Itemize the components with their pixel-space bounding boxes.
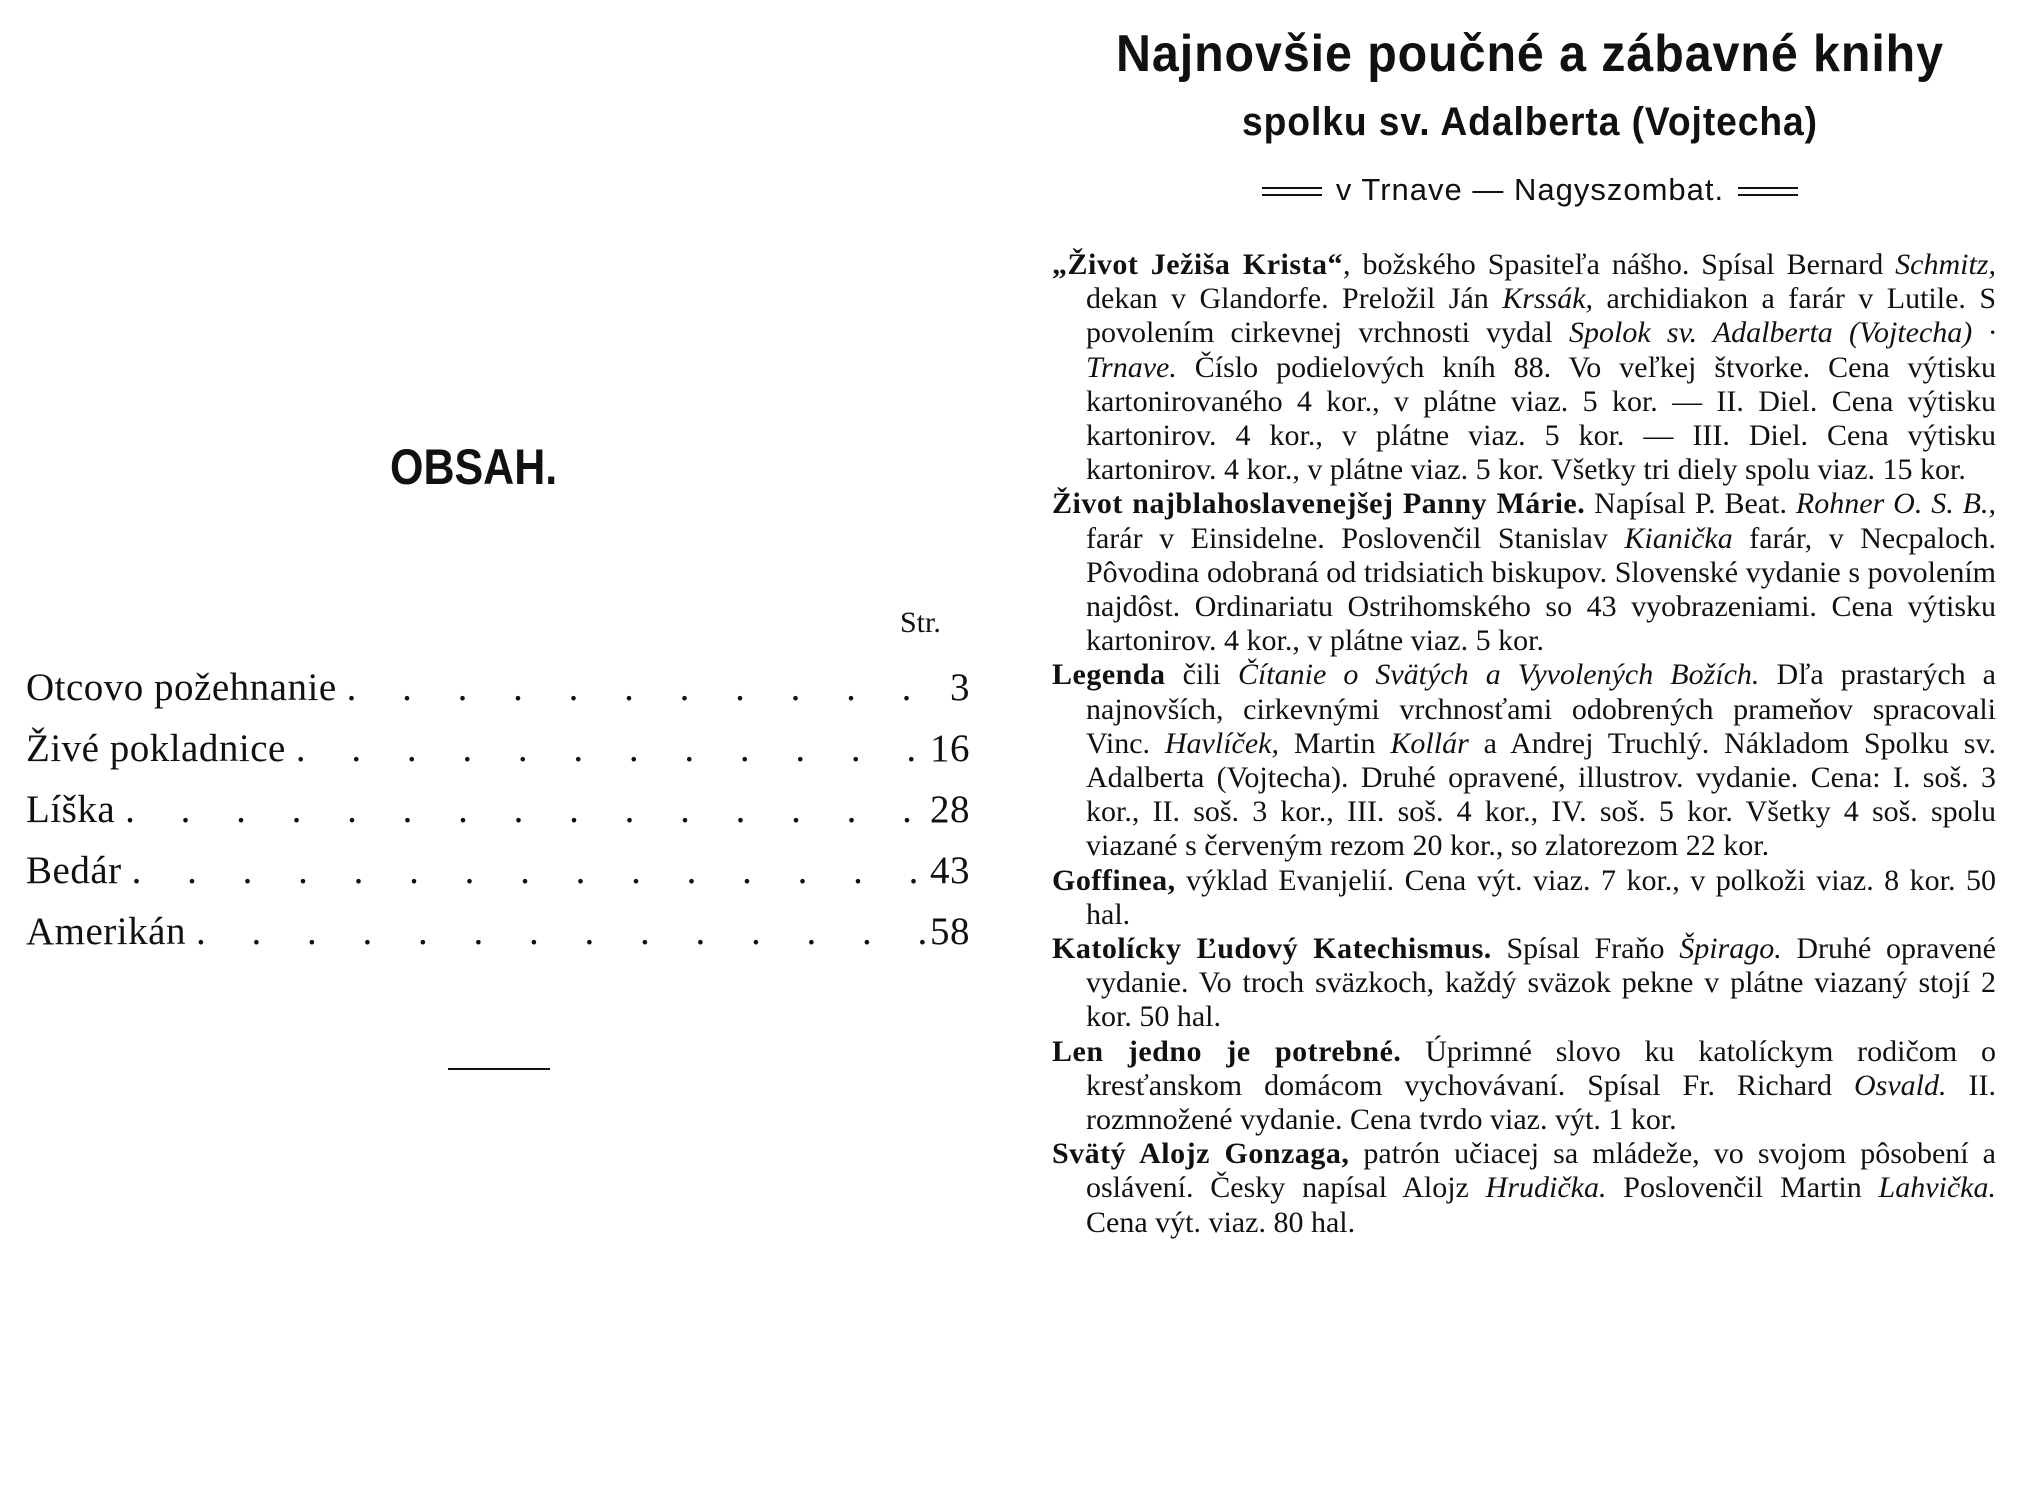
book-list xyxy=(1052,248,1996,1240)
toc-entry-page: 58 xyxy=(930,910,970,953)
toc-entry[interactable] xyxy=(26,726,970,787)
book-text: a Andrej Truchlý. Nákladom Spolku sv. Adalberta (Vojtecha). Druhé opravené, illustrov. vydanie. Cena: I. soš. 3 kor., II. soš. 3 kor., III. soš. 4 kor., IV. soš. 5 kor. Všetky 4 soš. spolu viazané s červeným rezom 20 kor., so zlatorezom 22 kor. xyxy=(1086,726,1997,863)
toc-entry-title: Živé pokladnice xyxy=(26,727,286,770)
book-title: „Život Ježiša Krista“ xyxy=(1052,248,1344,281)
book-text: farár, v Necpaloch. Pôvodina odobraná od tridsiatich biskupov. Slovenské vydanie s povolením najdôst. Ordinariatu Ostrihomského so 43 vyobrazeniami. Cena výtisku kartonirov. 4 kor., v plátne viaz. 5 kor. xyxy=(1086,521,1996,658)
book-text: , božského Spasiteľa nášho. Spísal Bernard xyxy=(1343,248,1896,281)
double-rule-left xyxy=(1262,187,1322,196)
book-text: Spísal Fraňo xyxy=(1491,932,1680,966)
book-text: archidiakon a farár v Lutile. S povolením cirkevnej vrchnosti vydal xyxy=(1086,282,1996,350)
book-entry xyxy=(1052,487,1996,658)
book-text: Číslo podielových kníh 88. Vo veľkej štvorke. Cena výtisku kartonirovaného 4 kor., v plátne viaz. 5 kor. — II. Diel. Cena výtisku kartonirov. 4 kor., v plátne viaz. 5 kor. — III. Diel. Cena výtisku kartonirov. 4 kor., v plátne viaz. 5 kor. Všetky tri diely spolu viaz. 15 kor. xyxy=(1086,350,1996,487)
book-text-italic: Špirago. xyxy=(1679,932,1782,966)
book-text: čili xyxy=(1165,658,1238,692)
book-text-italic: Čítanie o Svätých a Vyvolených Božích. xyxy=(1237,658,1760,692)
advert-heading: Najnovšie poučné a zábavné knihy xyxy=(1116,25,1944,83)
book-entry xyxy=(1052,932,1996,1035)
book-text-italic: Kollár xyxy=(1390,726,1469,760)
book-title: Katolícky Ľudový Katechismus. xyxy=(1052,932,1492,966)
toc-entry[interactable] xyxy=(26,787,970,848)
toc-entry-page: 43 xyxy=(930,849,970,892)
closing-rule xyxy=(448,1068,550,1070)
book-text-italic: Schmitz, xyxy=(1895,248,1996,281)
toc-entry-page: 28 xyxy=(930,788,970,831)
toc-title: OBSAH. xyxy=(390,439,558,495)
book-text: farár v Einsidelne. Poslovenčil Stanislav xyxy=(1086,521,1625,555)
book-text-italic: Lahvička. xyxy=(1878,1171,1996,1205)
book-title: Legenda xyxy=(1052,658,1166,692)
toc-leader-dots xyxy=(337,665,950,710)
page-column-label: Str. xyxy=(900,606,941,639)
toc-entry[interactable] xyxy=(26,665,970,726)
toc-entry-title: Líška xyxy=(26,788,116,831)
book-text: Poslovenčil Martin xyxy=(1606,1171,1879,1205)
book-text: patrón učiacej sa mládeže, vo svojom pôsobení a oslávení. Česky napísal Alojz xyxy=(1086,1137,1996,1205)
toc-entry-page: 16 xyxy=(930,727,970,770)
toc-entry[interactable] xyxy=(26,909,970,970)
advert-subheading: spolku sv. Adalberta (Vojtecha) xyxy=(1242,100,1818,144)
advert-location-line xyxy=(1050,172,2010,208)
book-text-italic: Havlíček, xyxy=(1164,726,1279,760)
book-text-italic: Rohner O. S. B., xyxy=(1795,487,1996,521)
toc-leader-dots xyxy=(286,726,930,771)
book-title: Len jedno je potrebné. xyxy=(1052,1034,1402,1068)
book-text-italic: Kianička xyxy=(1624,521,1733,555)
table-of-contents xyxy=(26,665,970,970)
toc-entry[interactable] xyxy=(26,848,970,909)
book-text-italic: Spolok sv. Adalberta (Vojtecha) · Trnave. xyxy=(1086,316,1996,384)
book-text-italic: Osvald. xyxy=(1854,1068,1947,1102)
book-entry xyxy=(1052,1035,1996,1138)
toc-entry-title: Amerikán xyxy=(26,910,186,953)
book-text-italic: Krssák, xyxy=(1502,282,1594,316)
book-entry xyxy=(1052,658,1996,863)
book-title: Život najblahoslavenejšej Panny Márie. xyxy=(1052,487,1586,521)
book-entry xyxy=(1052,248,1996,487)
book-text: Dľa prastarých a najnovších, cirkevnými vrchnosťami odobrených prameňov spracovali Vinc. xyxy=(1086,658,1997,760)
book-text: Martin xyxy=(1279,726,1391,760)
toc-leader-dots xyxy=(122,848,930,893)
book-text-italic: Hrudička. xyxy=(1485,1171,1607,1205)
book-entry xyxy=(1052,864,1996,932)
book-text: II. rozmnožené vydanie. Cena tvrdo viaz. výt. 1 kor. xyxy=(1086,1068,1996,1137)
book-text: Druhé opravené vydanie. Vo troch sväzkoch, každý sväzok pekne v plátne viazaný stojí 2 kor. 50 hal. xyxy=(1086,932,1996,1034)
advert-location: v Trnave — Nagyszombat. xyxy=(1335,172,1725,207)
toc-entry-title: Bedár xyxy=(26,849,122,892)
book-text: Úprimné slovo ku katolíckym rodičom o kresťanskom domácom vychovávaní. Spísal Fr. Richard xyxy=(1086,1034,1996,1102)
toc-leader-dots xyxy=(186,909,930,954)
book-entry xyxy=(1052,1137,1996,1240)
toc-leader-dots xyxy=(115,787,930,832)
book-title: Goffinea, xyxy=(1052,863,1176,897)
toc-entry-title: Otcovo požehnanie xyxy=(26,666,337,709)
book-text: dekan v Glandorfe. Preložil Ján xyxy=(1086,282,1503,316)
book-text: výklad Evanjelií. Cena výt. viaz. 7 kor., v polkoži viaz. 8 kor. 50 hal. xyxy=(1086,863,1996,931)
book-text: Napísal P. Beat. xyxy=(1585,487,1796,521)
book-text: Cena výt. viaz. 80 hal. xyxy=(1086,1205,1356,1239)
book-title: Svätý Alojz Gonzaga, xyxy=(1052,1137,1350,1171)
double-rule-right xyxy=(1738,187,1798,196)
toc-entry-page: 3 xyxy=(950,666,970,709)
